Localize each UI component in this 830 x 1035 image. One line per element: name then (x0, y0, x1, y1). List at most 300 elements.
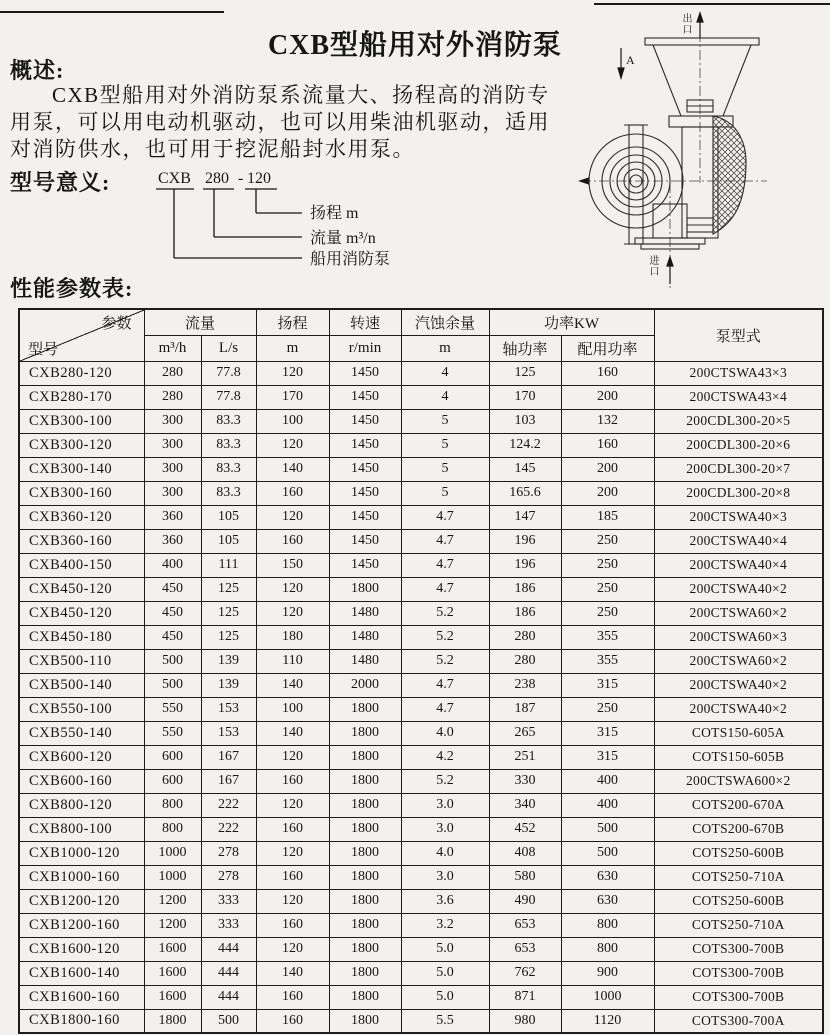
table-row (19, 793, 823, 817)
flow-ls-cell: 153 (201, 721, 256, 745)
rated-power-cell: 800 (561, 937, 654, 961)
npsh-cell: 4 (401, 385, 489, 409)
flow-group-header: 流量 (144, 309, 256, 335)
rated-power-cell: 400 (561, 793, 654, 817)
flow-ls-cell: 83.3 (201, 457, 256, 481)
pump-type-cell: 200CTSWA60×3 (654, 625, 823, 649)
speed-cell: 1800 (329, 745, 401, 769)
flow-m3h-cell: 1000 (144, 841, 201, 865)
speed-cell: 1450 (329, 433, 401, 457)
rated-power-cell: 250 (561, 697, 654, 721)
flow-m3h-cell: 400 (144, 553, 201, 577)
shaft-power-cell: 980 (489, 1009, 561, 1033)
performance-heading: 性能参数表: (10, 276, 134, 301)
head-cell: 170 (256, 385, 329, 409)
model-cell: CXB800-120 (19, 793, 144, 817)
overview-line: 用泵，可以用电动机驱动，也可以用柴油机驱动，适用 (10, 110, 550, 134)
npsh-cell: 4.7 (401, 505, 489, 529)
model-cell: CXB300-100 (19, 409, 144, 433)
rated-power-cell: 400 (561, 769, 654, 793)
flow-m3h-cell: 300 (144, 481, 201, 505)
rated-power-cell: 1120 (561, 1009, 654, 1033)
head-cell: 120 (256, 745, 329, 769)
head-cell: 160 (256, 985, 329, 1009)
flow-m3h-cell: 1200 (144, 913, 201, 937)
table-row (19, 937, 823, 961)
head-cell: 140 (256, 673, 329, 697)
speed-cell: 1450 (329, 481, 401, 505)
table-row (19, 649, 823, 673)
model-code-series: CXB (158, 170, 191, 187)
overview-line: 对消防供水，也可用于挖泥船封水用泵。 (10, 137, 415, 161)
model-cell: CXB1600-120 (19, 937, 144, 961)
table-row (19, 481, 823, 505)
pump-type-cell: COTS150-605B (654, 745, 823, 769)
flow-m3h-cell: 450 (144, 601, 201, 625)
model-cell: CXB1000-120 (19, 841, 144, 865)
shaft-power-cell: 186 (489, 601, 561, 625)
head-cell: 120 (256, 505, 329, 529)
head-cell: 120 (256, 361, 329, 385)
head-cell: 100 (256, 697, 329, 721)
model-cell: CXB360-160 (19, 529, 144, 553)
flow-ls-cell: 333 (201, 889, 256, 913)
flow-m3h-cell: 800 (144, 793, 201, 817)
npsh-cell: 5 (401, 433, 489, 457)
rated-power-cell: 160 (561, 361, 654, 385)
flow-ls-cell: 105 (201, 505, 256, 529)
npsh-cell: 5.0 (401, 937, 489, 961)
outlet-label: 出口 (680, 13, 691, 35)
table-row (19, 961, 823, 985)
flow-m3h-cell: 550 (144, 697, 201, 721)
pump-technical-drawing (575, 8, 830, 300)
shaft-power-cell: 196 (489, 529, 561, 553)
speed-cell: 1450 (329, 505, 401, 529)
speed-cell: 1480 (329, 601, 401, 625)
model-designation-lines (150, 166, 460, 276)
pump-type-cell: 200CTSWA60×2 (654, 601, 823, 625)
model-cell: CXB300-120 (19, 433, 144, 457)
shaft-power-cell: 330 (489, 769, 561, 793)
flow-m3h-cell: 1600 (144, 961, 201, 985)
rated-power-cell: 200 (561, 481, 654, 505)
head-cell: 140 (256, 721, 329, 745)
model-cell: CXB500-110 (19, 649, 144, 673)
shaft-power-cell: 124.2 (489, 433, 561, 457)
pump-type-cell: 200CTSWA600×2 (654, 769, 823, 793)
shaft-power-cell: 871 (489, 985, 561, 1009)
model-cell: CXB1200-120 (19, 889, 144, 913)
flow-ls-cell: 77.8 (201, 361, 256, 385)
speed-cell: 1800 (329, 721, 401, 745)
flow-ls-cell: 167 (201, 769, 256, 793)
npsh-cell: 5 (401, 457, 489, 481)
model-cell: CXB450-120 (19, 577, 144, 601)
flow-ls-cell: 222 (201, 817, 256, 841)
shaft-power-cell: 165.6 (489, 481, 561, 505)
model-designation-diagram (150, 166, 460, 276)
pump-type-cell: 200CTSWA60×2 (654, 649, 823, 673)
head-cell: 120 (256, 601, 329, 625)
rated-power-cell: 500 (561, 841, 654, 865)
head-cell: 100 (256, 409, 329, 433)
model-meaning-heading: 型号意义: (10, 170, 111, 195)
speed-cell: 1800 (329, 841, 401, 865)
head-header: 扬程 (256, 309, 329, 335)
section-view-label: A (626, 53, 635, 67)
head-cell: 160 (256, 865, 329, 889)
rated-power-cell: 900 (561, 961, 654, 985)
rated-power-cell: 250 (561, 577, 654, 601)
speed-unit: r/min (329, 335, 401, 361)
model-cell: CXB600-120 (19, 745, 144, 769)
overview-heading: 概述: (10, 58, 65, 83)
speed-cell: 1800 (329, 793, 401, 817)
inlet-label: 进口 (647, 255, 658, 277)
npsh-cell: 5.0 (401, 985, 489, 1009)
head-cell: 160 (256, 1009, 329, 1033)
head-cell: 120 (256, 937, 329, 961)
scan-border-rule-left (0, 11, 224, 13)
pump-type-cell: COTS250-600B (654, 889, 823, 913)
table-row (19, 457, 823, 481)
shaft-power-cell: 653 (489, 937, 561, 961)
flow-m3h-cell: 800 (144, 817, 201, 841)
npsh-cell: 4.7 (401, 673, 489, 697)
pump-type-cell: 200CDL300-20×8 (654, 481, 823, 505)
flow-m3h-cell: 360 (144, 505, 201, 529)
model-cell: CXB1600-160 (19, 985, 144, 1009)
shaft-power-cell: 452 (489, 817, 561, 841)
rated-power-cell: 800 (561, 913, 654, 937)
model-cell: CXB800-100 (19, 817, 144, 841)
pump-drawing-svg (575, 8, 830, 300)
scan-border-rule-right (594, 3, 830, 5)
speed-cell: 1800 (329, 769, 401, 793)
flow-m3h-cell: 600 (144, 769, 201, 793)
pump-type-cell: 200CDL300-20×6 (654, 433, 823, 457)
speed-cell: 1800 (329, 577, 401, 601)
rated-power-cell: 250 (561, 529, 654, 553)
model-cell: CXB450-180 (19, 625, 144, 649)
table-row (19, 433, 823, 457)
table-row (19, 745, 823, 769)
shaft-power-cell: 580 (489, 865, 561, 889)
flow-m3h-cell: 1000 (144, 865, 201, 889)
pump-type-cell: 200CTSWA40×2 (654, 697, 823, 721)
model-cell: CXB600-160 (19, 769, 144, 793)
model-cell: CXB550-140 (19, 721, 144, 745)
model-cell: CXB400-150 (19, 553, 144, 577)
flow-ls-cell: 83.3 (201, 433, 256, 457)
head-cell: 160 (256, 913, 329, 937)
shaft-power-cell: 186 (489, 577, 561, 601)
corner-cell (19, 309, 144, 361)
speed-cell: 1800 (329, 985, 401, 1009)
model-label-flow: 流量 m³/n (310, 230, 376, 247)
table-row (19, 697, 823, 721)
pump-type-cell: 200CTSWA40×4 (654, 553, 823, 577)
head-cell: 160 (256, 529, 329, 553)
model-cell: CXB280-170 (19, 385, 144, 409)
model-code-head: 120 (247, 170, 271, 187)
flow-ls-cell: 278 (201, 865, 256, 889)
npsh-cell: 4.7 (401, 529, 489, 553)
model-cell: CXB450-120 (19, 601, 144, 625)
npsh-cell: 5 (401, 409, 489, 433)
table-row (19, 385, 823, 409)
pump-type-cell: COTS300-700A (654, 1009, 823, 1033)
model-cell: CXB300-140 (19, 457, 144, 481)
npsh-unit: m (401, 335, 489, 361)
model-cell: CXB1600-140 (19, 961, 144, 985)
rated-power-cell: 315 (561, 673, 654, 697)
shaft-power-cell: 187 (489, 697, 561, 721)
rated-power-cell: 315 (561, 745, 654, 769)
flow-m3h-cell: 300 (144, 409, 201, 433)
table-row (19, 985, 823, 1009)
speed-cell: 1450 (329, 553, 401, 577)
pump-type-cell: 200CDL300-20×5 (654, 409, 823, 433)
flow-ls-cell: 139 (201, 673, 256, 697)
flow-ls-cell: 222 (201, 793, 256, 817)
flow-m3h-cell: 1600 (144, 937, 201, 961)
speed-cell: 1450 (329, 409, 401, 433)
npsh-cell: 4.2 (401, 745, 489, 769)
table-row (19, 553, 823, 577)
overview-line: CXB型船用对外消防泵系流量大、扬程高的消防专 (52, 83, 550, 107)
model-code-dash: - (238, 170, 244, 187)
shaft-power-cell: 762 (489, 961, 561, 985)
table-row (19, 865, 823, 889)
head-cell: 120 (256, 433, 329, 457)
npsh-cell: 5.0 (401, 961, 489, 985)
flow-ls-cell: 278 (201, 841, 256, 865)
pump-type-cell: COTS200-670B (654, 817, 823, 841)
shaft-power-cell: 280 (489, 649, 561, 673)
flow-m3h-cell: 280 (144, 361, 201, 385)
rated-power-cell: 315 (561, 721, 654, 745)
overview-paragraph (10, 82, 600, 163)
head-cell: 180 (256, 625, 329, 649)
head-cell: 160 (256, 769, 329, 793)
flow-m3h-cell: 280 (144, 385, 201, 409)
npsh-cell: 4.0 (401, 841, 489, 865)
model-cell: CXB360-120 (19, 505, 144, 529)
speed-cell: 1800 (329, 697, 401, 721)
speed-cell: 1800 (329, 889, 401, 913)
rated-power-header: 配用功率 (561, 335, 654, 361)
shaft-power-cell: 653 (489, 913, 561, 937)
model-cell: CXB1800-160 (19, 1009, 144, 1033)
npsh-cell: 5.2 (401, 649, 489, 673)
npsh-cell: 5 (401, 481, 489, 505)
model-cell: CXB1200-160 (19, 913, 144, 937)
pump-type-cell: 200CDL300-20×7 (654, 457, 823, 481)
table-row (19, 673, 823, 697)
pump-type-cell: 200CTSWA40×2 (654, 673, 823, 697)
flow-m3h-cell: 500 (144, 673, 201, 697)
flow-ls-cell: 125 (201, 625, 256, 649)
pump-type-cell: COTS300-700B (654, 937, 823, 961)
rated-power-cell: 630 (561, 889, 654, 913)
npsh-cell: 4.7 (401, 697, 489, 721)
pump-type-cell: 200CTSWA40×2 (654, 577, 823, 601)
head-cell: 120 (256, 793, 329, 817)
speed-cell: 1450 (329, 457, 401, 481)
model-label-head: 扬程 m (310, 205, 359, 222)
flow-m3h-cell: 300 (144, 433, 201, 457)
npsh-cell: 4 (401, 361, 489, 385)
rated-power-cell: 132 (561, 409, 654, 433)
npsh-cell: 5.5 (401, 1009, 489, 1033)
flow-ls-cell: 83.3 (201, 481, 256, 505)
model-label-series: 船用消防泵 (310, 251, 391, 268)
pump-type-cell: COTS250-710A (654, 913, 823, 937)
rated-power-cell: 1000 (561, 985, 654, 1009)
shaft-power-cell: 238 (489, 673, 561, 697)
shaft-power-cell: 340 (489, 793, 561, 817)
table-row (19, 889, 823, 913)
flow-ls-cell: 167 (201, 745, 256, 769)
head-cell: 160 (256, 817, 329, 841)
speed-cell: 1800 (329, 961, 401, 985)
flow-ls-cell: 444 (201, 937, 256, 961)
rated-power-cell: 355 (561, 649, 654, 673)
table-row (19, 625, 823, 649)
table-row (19, 361, 823, 385)
flow-ls-cell: 125 (201, 577, 256, 601)
page-title: CXB型船用对外消防泵 (267, 29, 563, 61)
pump-type-cell: 200CTSWA43×3 (654, 361, 823, 385)
speed-cell: 1800 (329, 865, 401, 889)
shaft-power-cell: 490 (489, 889, 561, 913)
npsh-cell: 5.2 (401, 769, 489, 793)
rated-power-cell: 200 (561, 385, 654, 409)
head-cell: 120 (256, 841, 329, 865)
speed-cell: 1450 (329, 385, 401, 409)
rated-power-cell: 160 (561, 433, 654, 457)
head-cell: 110 (256, 649, 329, 673)
npsh-cell: 3.6 (401, 889, 489, 913)
shaft-power-header: 轴功率 (489, 335, 561, 361)
shaft-power-cell: 251 (489, 745, 561, 769)
performance-table-body (19, 361, 823, 1033)
flow-m3h-cell: 1600 (144, 985, 201, 1009)
rated-power-cell: 500 (561, 817, 654, 841)
shaft-power-cell: 265 (489, 721, 561, 745)
flow-ls-cell: 83.3 (201, 409, 256, 433)
pump-type-header: 泵型式 (654, 309, 823, 361)
table-row (19, 529, 823, 553)
table-row (19, 409, 823, 433)
flow-ls-cell: 153 (201, 697, 256, 721)
performance-table (18, 308, 824, 1034)
flow-ls-header: L/s (201, 335, 256, 361)
npsh-cell: 4.7 (401, 577, 489, 601)
npsh-cell: 3.0 (401, 817, 489, 841)
pump-type-cell: 200CTSWA40×4 (654, 529, 823, 553)
rated-power-cell: 355 (561, 625, 654, 649)
pump-type-cell: COTS250-600B (654, 841, 823, 865)
speed-cell: 1800 (329, 913, 401, 937)
pump-type-cell: 200CTSWA43×4 (654, 385, 823, 409)
npsh-cell: 3.2 (401, 913, 489, 937)
rated-power-cell: 250 (561, 553, 654, 577)
speed-cell: 1480 (329, 649, 401, 673)
head-cell: 150 (256, 553, 329, 577)
flow-m3h-cell: 360 (144, 529, 201, 553)
npsh-cell: 3.0 (401, 865, 489, 889)
shaft-power-cell: 103 (489, 409, 561, 433)
speed-cell: 1480 (329, 625, 401, 649)
head-cell: 140 (256, 961, 329, 985)
corner-param-label: 参数 (101, 316, 132, 332)
rated-power-cell: 200 (561, 457, 654, 481)
shaft-power-cell: 170 (489, 385, 561, 409)
flow-m3h-cell: 300 (144, 457, 201, 481)
flow-ls-cell: 105 (201, 529, 256, 553)
power-group-header: 功率KW (489, 309, 654, 335)
pump-type-cell: COTS250-710A (654, 865, 823, 889)
flow-ls-cell: 139 (201, 649, 256, 673)
flow-ls-cell: 500 (201, 1009, 256, 1033)
pump-type-cell: COTS200-670A (654, 793, 823, 817)
flow-ls-cell: 77.8 (201, 385, 256, 409)
flow-ls-cell: 444 (201, 985, 256, 1009)
rated-power-cell: 630 (561, 865, 654, 889)
table-row (19, 721, 823, 745)
model-cell: CXB1000-160 (19, 865, 144, 889)
rated-power-cell: 185 (561, 505, 654, 529)
npsh-cell: 4.7 (401, 553, 489, 577)
shaft-power-cell: 125 (489, 361, 561, 385)
table-row (19, 841, 823, 865)
speed-header: 转速 (329, 309, 401, 335)
head-cell: 160 (256, 481, 329, 505)
flow-m3h-cell: 600 (144, 745, 201, 769)
head-cell: 140 (256, 457, 329, 481)
speed-cell: 2000 (329, 673, 401, 697)
shaft-power-cell: 196 (489, 553, 561, 577)
table-row (19, 913, 823, 937)
npsh-cell: 4.0 (401, 721, 489, 745)
pump-type-cell: COTS300-700B (654, 985, 823, 1009)
model-cell: CXB500-140 (19, 673, 144, 697)
table-row (19, 601, 823, 625)
npsh-cell: 5.2 (401, 601, 489, 625)
npsh-cell: 3.0 (401, 793, 489, 817)
model-cell: CXB280-120 (19, 361, 144, 385)
head-cell: 120 (256, 577, 329, 601)
flow-m3h-header: m³/h (144, 335, 201, 361)
pump-type-cell: COTS150-605A (654, 721, 823, 745)
speed-cell: 1800 (329, 1009, 401, 1033)
table-row (19, 817, 823, 841)
table-row (19, 577, 823, 601)
flow-m3h-cell: 500 (144, 649, 201, 673)
flow-m3h-cell: 550 (144, 721, 201, 745)
table-row (19, 769, 823, 793)
speed-cell: 1800 (329, 937, 401, 961)
flow-ls-cell: 125 (201, 601, 256, 625)
npsh-header: 汽蚀余量 (401, 309, 489, 335)
head-unit: m (256, 335, 329, 361)
corner-model-label: 型号 (28, 341, 59, 358)
pump-type-cell: 200CTSWA40×3 (654, 505, 823, 529)
model-code-flow: 280 (205, 170, 229, 187)
